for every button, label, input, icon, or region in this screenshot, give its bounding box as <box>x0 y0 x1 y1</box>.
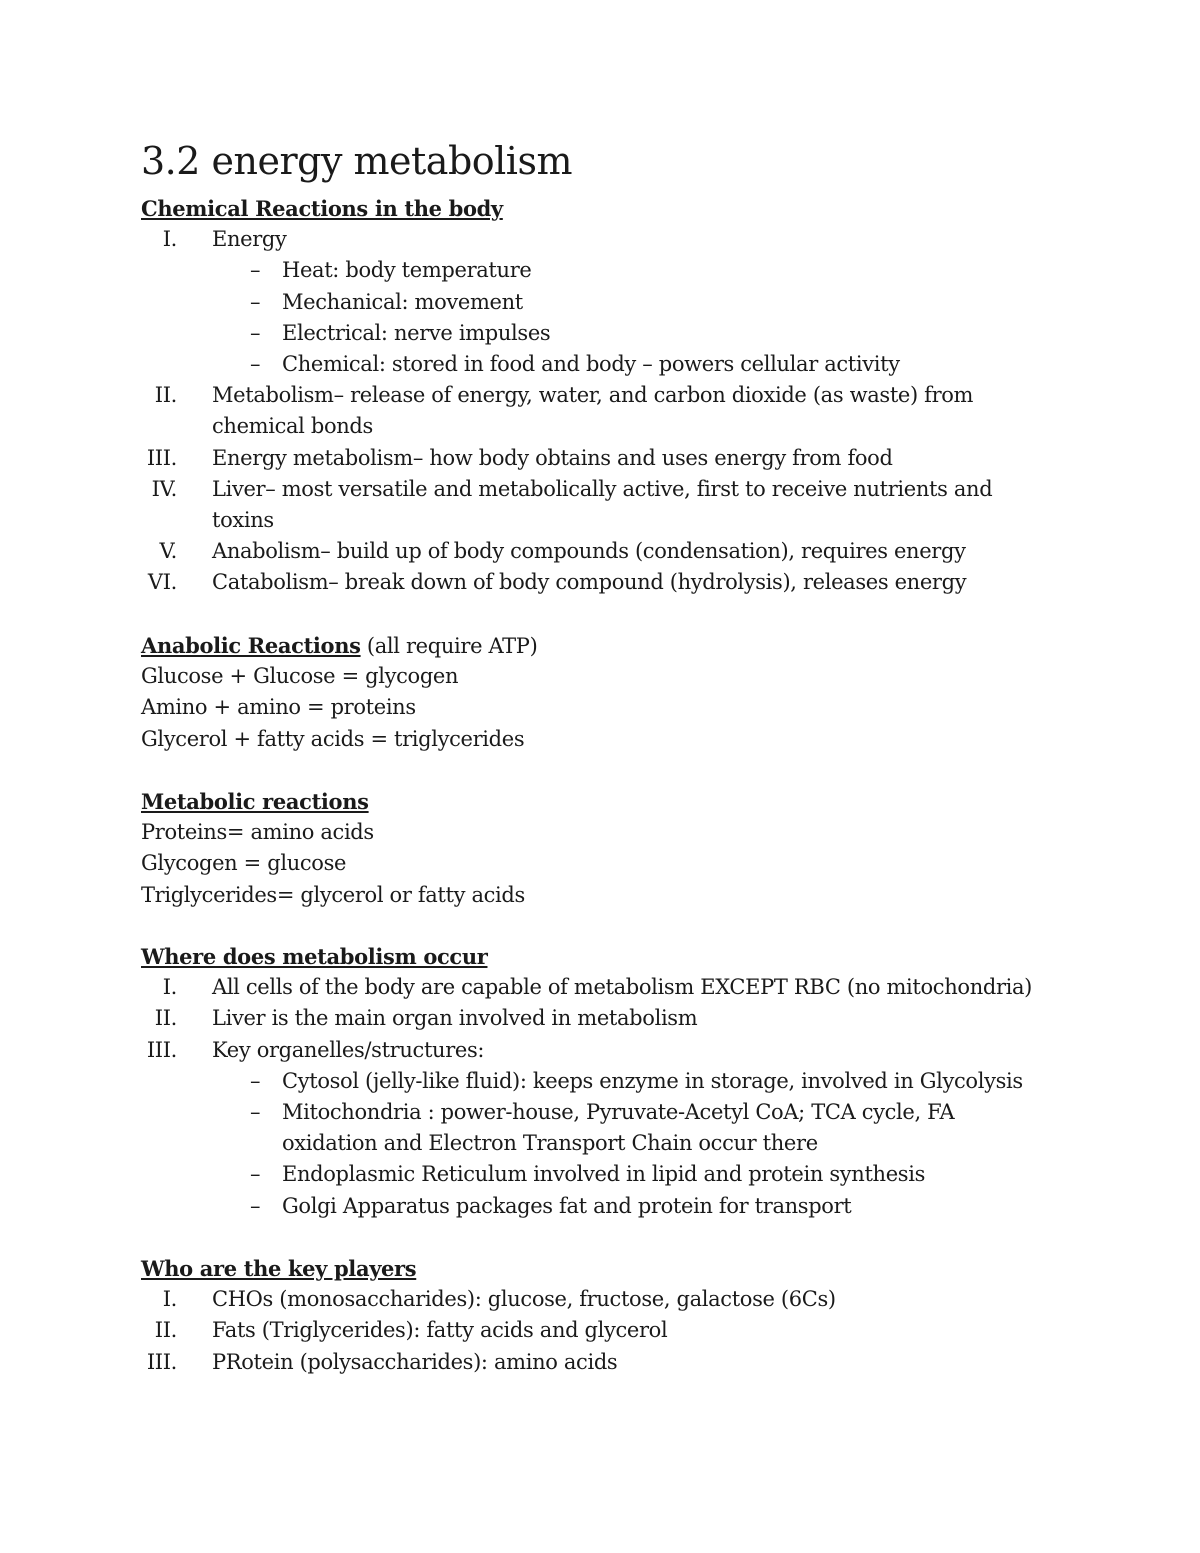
list-item-text: Fats (Triglycerides): fatty acids and glycerol <box>212 1318 668 1343</box>
equation-line: Glucose + Glucose = glycogen <box>141 664 459 689</box>
list-item-text: Energy <box>212 227 287 252</box>
list-number: VI. <box>147 570 177 595</box>
list-number: III. <box>146 445 177 470</box>
list-item <box>141 224 1101 255</box>
list-number: I. <box>162 1287 177 1312</box>
section-heading: Where does metabolism occur <box>141 944 488 969</box>
sub-item <box>141 349 1101 380</box>
sub-item <box>141 287 1101 318</box>
sub-item <box>141 1159 1101 1190</box>
equation-line: Glycogen = glucose <box>141 851 347 876</box>
list-item-text: CHOs (monosaccharides): glucose, fructose, galactose (6Cs) <box>212 1287 836 1312</box>
dash-bullet: – <box>250 1162 261 1187</box>
sub-item <box>141 1066 1101 1097</box>
dash-bullet: – <box>250 1193 261 1218</box>
list-item-text: Catabolism– break down of body compound (hydrolysis), releases energy <box>212 570 967 595</box>
sub-item-text: Endoplasmic Reticulum involved in lipid and protein synthesis <box>282 1162 926 1187</box>
list-item <box>141 1315 1101 1346</box>
page-title: 3.2 energy metabolism <box>141 139 572 183</box>
section-heading-row <box>141 630 1101 661</box>
section-key-players <box>141 1253 1101 1378</box>
list-item <box>141 380 1101 442</box>
list-number: III. <box>146 1037 177 1062</box>
dash-bullet: – <box>250 258 261 283</box>
list-item <box>141 443 1101 474</box>
section-heading: Who are the key players <box>141 1256 417 1281</box>
section-metabolic-reactions <box>141 786 1101 911</box>
list-item <box>141 1035 1101 1066</box>
equation-line: Proteins= amino acids <box>141 820 374 845</box>
list-item <box>141 474 1101 536</box>
list-number: I. <box>162 227 177 252</box>
list-number: IV. <box>151 476 177 501</box>
list-number: II. <box>154 1006 177 1031</box>
equation-line: Glycerol + fatty acids = triglycerides <box>141 726 525 751</box>
sub-item-text: Golgi Apparatus packages fat and protein for transport <box>282 1193 852 1218</box>
sub-item-text: Mitochondria : power-house, Pyruvate-Acetyl CoA; TCA cycle, FA oxidation and Electron Transport Chain occur there <box>282 1099 955 1156</box>
list-item <box>141 972 1101 1003</box>
sub-item-text: Mechanical: movement <box>282 289 523 314</box>
list-item <box>141 536 1101 567</box>
section-chemical-reactions <box>141 193 1101 598</box>
sub-item <box>141 1097 1101 1159</box>
list-item <box>141 1347 1101 1378</box>
sub-item-text: Heat: body temperature <box>282 258 532 283</box>
list-item-text: PRotein (polysaccharides): amino acids <box>212 1349 618 1374</box>
list-item-text: Liver– most versatile and metabolically active, first to receive nutrients and toxins <box>212 476 993 532</box>
list-number: I. <box>162 975 177 1000</box>
dash-bullet: – <box>250 1068 261 1093</box>
sub-item <box>141 255 1101 286</box>
dash-bullet: – <box>250 1099 261 1124</box>
list-number: V. <box>159 539 177 564</box>
sub-item <box>141 1191 1101 1222</box>
list-item-text: Metabolism– release of energy, water, and carbon dioxide (as waste) from chemical bonds <box>212 383 974 439</box>
list-number: II. <box>154 383 177 408</box>
list-item <box>141 1003 1101 1034</box>
list-item-text: Key organelles/structures: <box>212 1037 485 1062</box>
list-item-text: Anabolism– build up of body compounds (condensation), requires energy <box>212 539 966 564</box>
equation-line: Triglycerides= glycerol or fatty acids <box>141 882 525 907</box>
sub-item-text: Electrical: nerve impulses <box>282 320 551 345</box>
list-item-text: All cells of the body are capable of metabolism EXCEPT RBC (no mitochondria) <box>212 975 1033 1000</box>
sub-item <box>141 318 1101 349</box>
list-item-text: Liver is the main organ involved in metabolism <box>212 1006 698 1031</box>
section-anabolic-reactions <box>141 630 1101 755</box>
section-heading: Chemical Reactions in the body <box>141 196 503 221</box>
list-number: II. <box>154 1318 177 1343</box>
dash-bullet: – <box>250 289 261 314</box>
dash-bullet: – <box>250 320 261 345</box>
list-item <box>141 567 1101 598</box>
section-heading: Anabolic Reactions <box>141 633 361 658</box>
section-heading: Metabolic reactions <box>141 789 369 814</box>
list-number: III. <box>146 1349 177 1374</box>
section-where-metabolism <box>141 941 1101 1222</box>
equation-line: Amino + amino = proteins <box>141 695 416 720</box>
section-heading-note: (all require ATP) <box>360 634 538 658</box>
list-item-text: Energy metabolism– how body obtains and uses energy from food <box>212 445 893 470</box>
dash-bullet: – <box>250 351 261 376</box>
list-item <box>141 1284 1101 1315</box>
sub-item-text: Chemical: stored in food and body – powers cellular activity <box>282 351 900 376</box>
sub-item-text: Cytosol (jelly-like fluid): keeps enzyme in storage, involved in Glycolysis <box>282 1068 1023 1093</box>
